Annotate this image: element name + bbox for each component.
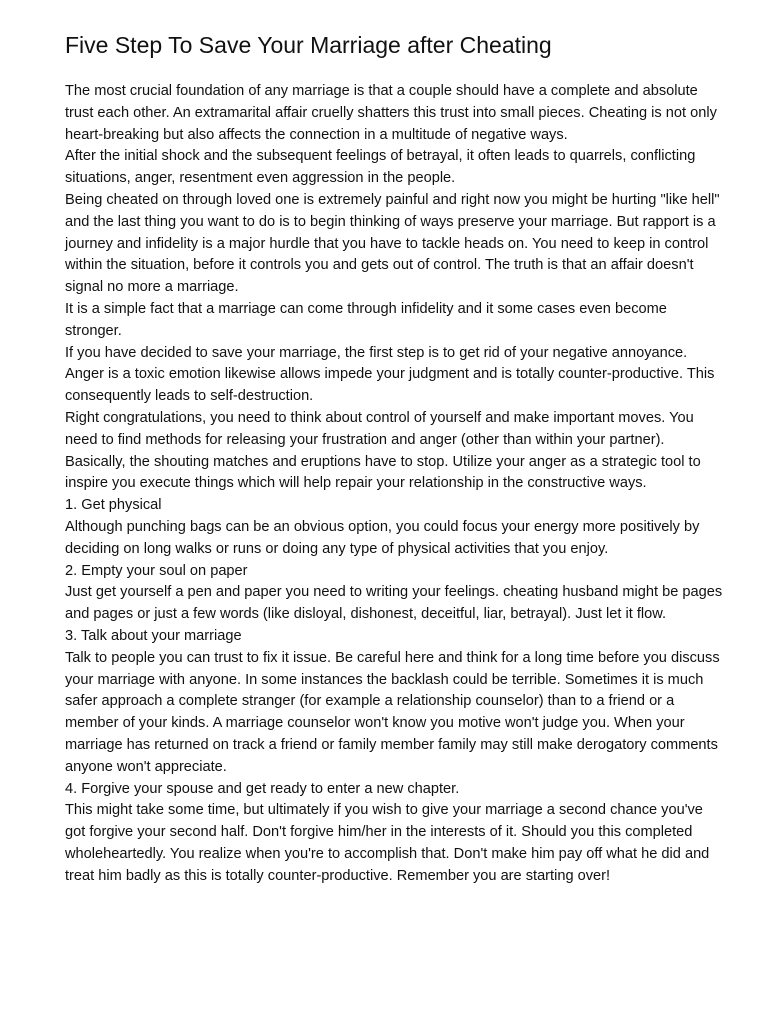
step-heading: 1. Get physical bbox=[65, 497, 162, 514]
document-title: Five Step To Save Your Marriage after Cheating bbox=[65, 32, 552, 58]
paragraph: The most crucial foundation of any marriage is that a couple should have a complete and absolute trust each other. An extramarital affair cruelly shatters this trust into small pieces. Cheating is not only heart-breaking but also affects the connection in a multitude of negative ways. bbox=[65, 83, 717, 143]
step-heading: 4. Forgive your spouse and get ready to enter a new chapter. bbox=[65, 780, 460, 797]
paragraph: It is a simple fact that a marriage can come through infidelity and it some cases even become stronger. bbox=[65, 300, 667, 339]
paragraph: Being cheated on through loved one is extremely painful and right now you might be hurting "like hell" and the last thing you want to do is to begin thinking of ways preserve your marriage. But rapport is a journey and infidelity is a major hurdle that you have to tackle heads on. You need to keep in control within the situation, before it controls you and gets out of control. The truth is that an affair doesn't signal no more a marriage. bbox=[65, 191, 720, 296]
paragraph: This might take some time, but ultimately if you wish to give your marriage a second chance you've got forgive your second half. Don't forgive him/her in the interests of it. Should you this completed wholeheartedly. You realize when you're to accomplish that. Don't make him pay off what he did and treat him badly as this is totally counter-productive. Remember you are starting over! bbox=[65, 802, 710, 884]
paragraph: After the initial shock and the subsequent feelings of betrayal, it often leads to quarrels, conflicting situations, anger, resentment even aggression in the people. bbox=[65, 148, 696, 187]
step-heading: 3. Talk about your marriage bbox=[65, 627, 242, 644]
step-heading: 2. Empty your soul on paper bbox=[65, 562, 248, 579]
paragraph: Although punching bags can be an obvious option, you could focus your energy more positively by deciding on long walks or runs or doing any type of physical activities that you enjoy. bbox=[65, 518, 700, 557]
paragraph: Talk to people you can trust to fix it issue. Be careful here and think for a long time before you discuss your marriage with anyone. In some instances the backlash could be terrible. Sometimes it is much safer approach a complete stranger (for example a relationship counselor) than to a friend or a member of your kinds. A marriage counselor won't know you motive won't judge you. When your marriage has returned on track a friend or family member family may still make derogatory comments anyone won't appreciate. bbox=[65, 649, 720, 775]
document-page bbox=[65, 30, 725, 887]
document-body bbox=[65, 81, 725, 887]
paragraph: Right congratulations, you need to think about control of yourself and make important moves. You need to find methods for releasing your frustration and anger (other than within your partner). Basically, the shouting matches and eruptions have to stop. Utilize your anger as a strategic tool to inspire you execute things which will help repair your relationship in the constructive ways. bbox=[65, 409, 701, 492]
paragraph: Just get yourself a pen and paper you need to writing your feelings. cheating husband might be pages and pages or just a few words (like disloyal, dishonest, deceitful, liar, betrayal). Just let it flow. bbox=[65, 584, 723, 623]
paragraph: If you have decided to save your marriage, the first step is to get rid of your negative annoyance. Anger is a toxic emotion likewise allows impede your judgment and is totally counter-productive. This consequently leads to self-destruction. bbox=[65, 344, 715, 405]
